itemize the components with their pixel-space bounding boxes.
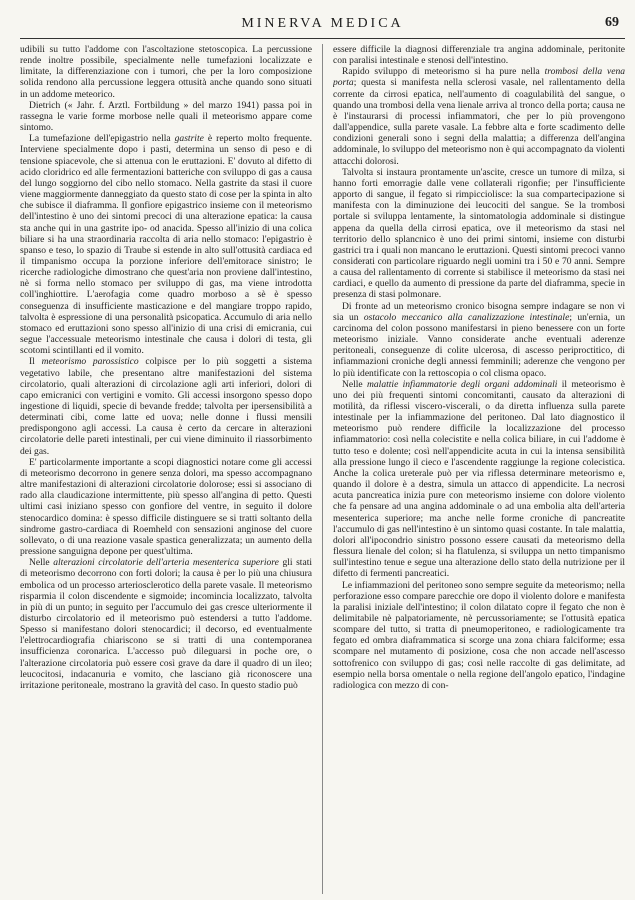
paragraph <box>20 457 312 557</box>
right-column <box>333 44 625 894</box>
paragraph <box>333 301 625 379</box>
paragraph <box>333 44 625 66</box>
italic-term: alterazioni circolatorie dell'arteria mesenterica superiore <box>53 557 279 569</box>
paragraph <box>333 580 625 692</box>
italic-term: ostacolo meccanico alla canalizzazione intestinale <box>363 311 570 323</box>
paragraph <box>20 44 312 100</box>
left-column <box>20 44 312 894</box>
text-run: Dietrich (« Jahr. f. Arztl. Fortbildung » del marzo 1941) passa poi in rassegna le varie forme morbose nelle quali il meteorismo appare come sintomo. <box>20 99 312 134</box>
text-run: ; questa si manifesta nella sclerosi vasale, nel rallentamento della corrente da cirrosi epatica, nell'aumento di coagulabilità del sangue, o quando una trombosi della vena lienale arriva al tronco della porta; causa ne è l'instaurarsi di processi infiammatori, che per lo più provengono dall'appendice, sulla parete vasale. La febbre alta e forte scadimento delle condizioni generali sono i segni della malattia; a differenza dell'angina addominale, lo sviluppo del meteorismo non è qui accompagnato da violenti attacchi dolorosi. <box>333 77 625 167</box>
column-divider <box>322 44 323 894</box>
paragraph <box>20 557 312 691</box>
text-run: gli stati di meteorismo decorrono con forti dolori; la causa è per lo più una chiusura embolica od un processo arteriosclerotico della parete vasale. Il meteorismo risparmia il colon discendente e sigmoide; incomincia localizzato, talvolta in più di un punto; in seguito per l'accumulo dei gas cresce ulteriormente il disturbo circolatorio ed il meteorismo può estendersi a tutto l'addome. Spesso si manifestano dolori stenocardici; il decorso, ed eventualmente l'elettrocardiografia chiariscono se si tratti di una contemporanea insufficienza coronarica. L'accesso può dileguarsi in poche ore, o l'alterazione circolatoria può essere così grave da dare il quadro di un ileo; leucocitosi, indacanuria e vomito, che lasciano già riconoscere una irritazione peritoneale, mostrano la gravità del caso. In questo stadio può <box>20 557 312 691</box>
text-run: essere difficile la diagnosi differenziale tra angina addominale, peritonite con paralisi intestinale e stenosi dell'intestino. <box>333 44 625 67</box>
italic-term: trombosi della vena porta <box>333 66 625 89</box>
page-header <box>20 8 625 34</box>
paragraph <box>333 167 625 301</box>
text-run: E' particolarmente importante a scopi diagnostici notare come gli accessi di meteorismo decorrono in genere senza dolori, ma spesso accompagnano altre manifestazioni di alterazioni circolatorie dolorose; essi si associano di rado alla claudicazione intermittente, più spesso all'angina di petto. Questi ultimi casi iniziano spesso con gonfiore del ventre, in seguito il dolore stenocardico domina: è spesso difficile distinguere se si tratti soltanto della sindrome gastro-cardiaca di Roemheld con sensazioni anginose del cuore sollevato, o di una reazione vasale spastica generalizzata; un aumento della pressione sanguigna depone per quest'ultima. <box>20 456 312 558</box>
text-run: Rapido sviluppo di meteorismo si ha pure nella <box>342 66 545 78</box>
text-run: colpisce per lo più soggetti a sistema vegetativo labile, che presentano altre manifestazioni del sistema circolatorio, quali alterazioni di circolazione agli arti inferiori, dolori di capo emicranici con vertigini e vomito. Gli accessi insorgono spesso dopo ingestione di liquidi, specie di bevande fredde; talvolta per ipersensibilità a determinati cibi, come latte ed uova; nelle donne i flussi mensili predispongono agli accessi. La causa è certo da cercare in alterazioni circolatorie delle pareti intestinali, per cui viene diminuito il riassorbimento dei gas. <box>20 356 312 457</box>
text-columns <box>20 44 625 894</box>
italic-term: malattie infiammatorie degli organi addominali <box>367 378 558 390</box>
text-run: è reperto molto frequente. Interviene specialmente dopo i pasti, determina un senso di peso e di tensione spiacevole, che si attenua con le eruttazioni. E' dovuto al difetto di acido cloridrico ed alle fermentazioni batteriche con sviluppo di gas a causa del lungo soggiorno del cibo nello stomaco. Nella gastrite da stasi il cuore viene maggiormente danneggiato da questo stato di cose per la spinta in alto che subisce il diaframma. Il gonfiore epigastrico insieme con il meteorismo dell'intestino è uno dei sintomi precoci di una alterazione epatica: la causa sta anche qui in una gastrite ipo- od anacida. Spesso all'inizio di una colica biliare si ha una straordinaria raccolta di aria nello stomaco: l'epigastrio è spanso e teso, lo spazio di Traube si estende in alto sull'ottusità cardiaca ed il timpanismo occupa la porzione inferiore dell'emitorace sinistro; le ricerche radiologiche dimostrano che quest'aria non proviene dall'intestino, nè si forma nello stomaco per sviluppo di gas, ma viene introdotta coll'inghiottire. L'aerofagia come quadro morboso a sè è spesso conseguenza di insufficiente masticazione e del mangiare troppo rapido, talvolta è espressione di una personalità psicopatica. Accumulo di aria nello stomaco ed eruttazioni sono spesso all'inizio di una crisi di emicrania, cui segue l'accessuale meteorismo intestinale che causa i dolori di testa, gli scotomi scintillanti ed il vomito. <box>20 133 312 357</box>
text-run: Nelle <box>342 378 368 390</box>
paragraph <box>333 379 625 580</box>
paragraph <box>20 100 312 133</box>
italic-term: meteorismo parossistico <box>41 356 139 368</box>
text-run: ; un'ernia, un carcinoma del colon possono manifestarsi in pieno benessere con un forte meteorismo iniziale. Vanno considerate anche eventuali aderenze peritoneali, conseguenze di colite ulcerosa, di ascesso periproctitico, di infiammazioni croniche degli annessi femminili; aderenze che vengono per lo più identificate con la rettoscopia o col clisma opaco. <box>333 311 625 379</box>
running-title: MINERVA MEDICA <box>241 16 404 31</box>
text-run: La tumefazione dell'epigastrio nella <box>29 133 175 145</box>
italic-term: gastrite <box>174 133 204 145</box>
text-run: il meteorismo è uno dei più frequenti sintomi concomitanti, causato da alterazioni di motilità, da riflessi viscero-viscerali, o da diretta influenza sulla parete intestinale per la infiammazione del peritoneo. Dal lato diagnostico il meteorismo può rendere difficile la localizzazione del processo infiammatorio: così nella colecistite e nella colica biliare, in cui l'addome è tutto teso e dolente; così nell'appendicite acuta in cui la intensa sensibilità alla pressione lungo il cieco e l'ascendente raggiunge la regione colecistica. Anche la colica ureterale può per via riflessa determinare meteorismo e, quando il dolore è a destra, simula un attacco di appendicite. La necrosi acuta pancreatica inizia pure con meteorismo insieme con dolore violento che fa pensare ad una angina addominale o ad una embolia alta dell'arteria mesenterica superiore; ma anche nelle forme croniche di pancreatite l'accumulo di gas nell'intestino è un sintomo quasi costante. In tale malattia, dolori all'ipocondrio sinistro possono essere causati da meteorismo della flessura lienale del colon; si ha flatulenza, si sviluppa un netto timpanismo sull'intestino tenue e segue una alterazione dello stato della nutrizione per il difetto di fermenti pancreatici. <box>333 378 625 580</box>
header-rule <box>20 38 625 39</box>
text-run: Le infiammazioni del peritoneo sono sempre seguite da meteorismo; nella perforazione esso compare parecchie ore dopo il violento dolore e manifesta la paralisi iniziale dell'intestino; il colon dilatato copre il fegato che non è delimitabile nè palpatoriamente, nè percussoriamente; se l'ottusità epatica scompare del tutto, si tratta di pneumoperitoneo, e radiologicamente tra fegato ed ombra diaframmatica si scorge una zona chiara falciforme; essa scompare nel mutamento di posizione, cosa che non accade nell'ascesso sottofrenico con sviluppo di gas; così nelle raccolte di gas delimitate, ad esempio nella borsa omentale o nella regione dell'angolo epatico, l'indagine radiologica con mezzo di con- <box>333 579 625 691</box>
page-number: 69 <box>605 15 619 30</box>
text-run: Di fronte ad un meteorismo cronico bisogna sempre indagare se non vi sia un <box>333 300 625 323</box>
paragraph <box>20 356 312 456</box>
paragraph <box>20 133 312 356</box>
paragraph <box>333 66 625 166</box>
text-run: Talvolta si instaura prontamente un'ascite, cresce un tumore di milza, si hanno forti emorragie dalle vene collaterali rigonfie; per l'insufficiente apporto di sangue, il fegato si rimpicciolisce: la sua compartecipazione si manifesta con la diminuzione dei leucociti del sangue. Se la trombosi portale si sviluppa lentamente, la sintomatologia addominale si distingue appena da quella della cirrosi epatica, ove il meteorismo da stasi nel territorio dello splancnico è uno dei primi sintomi, insieme con disturbi gastrici tra i quali non mancano le eruttazioni. Questi sintomi precoci vanno considerati con particolare riguardo negli uomini tra i 50 e 70 anni. Sempre a causa del rallentamento di corrente si stabilisce il meteorismo da stasi nei cardiaci, e quello da aumento di pressione da parte del diaframma, specie in presenza di stasi polmonare. <box>333 166 625 301</box>
text-run: Nelle <box>29 557 54 569</box>
text-run: udibili su tutto l'addome con l'ascoltazione stetoscopica. La percussione rende inoltre possibile, specialmente nelle tumefazioni localizzate e limitate, la differenziazione con i tumori, che per la loro composizione solida rendono alla percussione leggera ottusità anche quando sono situati in un addome meteorico. <box>20 44 312 100</box>
text-run: Il <box>29 356 42 368</box>
